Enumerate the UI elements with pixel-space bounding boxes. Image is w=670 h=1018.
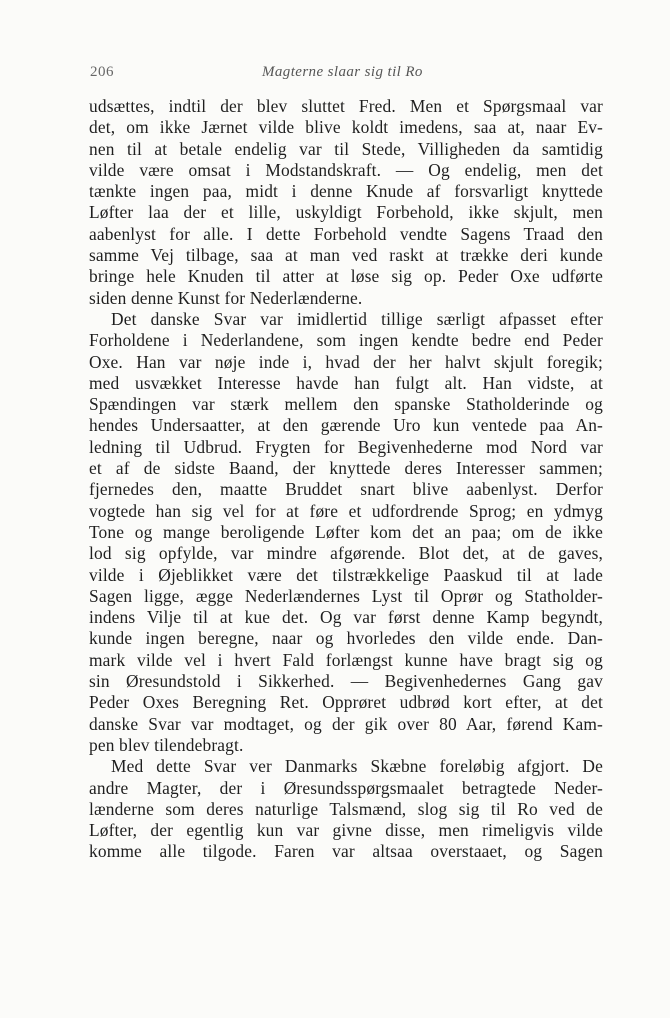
text-line: et af de sidste Baand, der knyttede deres Interesser sammen;	[89, 458, 603, 479]
text-line: aabenlyst for alle. I dette Forbehold vendte Sagens Traad den	[89, 223, 603, 244]
text-line: sin Øresundstold i Sikkerhed. — Begivenhedernes Gang gav	[89, 671, 603, 692]
text-line: vogtede han sig vel for at føre et udfordrende Sprog; en ydmyg	[89, 500, 603, 521]
text-line: andre Magter, der i Øresundsspørgsmaalet betragtede Neder-	[89, 777, 603, 798]
text-line: lod sig opfylde, var mindre afgørende. Blot det, at de gaves,	[89, 543, 603, 564]
body-text	[89, 96, 603, 863]
text-line: danske Svar var modtaget, og der gik over 80 Aar, førend Kam-	[89, 713, 603, 734]
text-line: Forholdene i Nederlandene, som ingen kendte bedre end Peder	[89, 330, 603, 351]
paragraph-start-line: Med dette Svar ver Danmarks Skæbne foreløbig afgjort. De	[111, 756, 603, 777]
text-line: samme Vej tilbage, saa at man ved raskt at trække deri kunde	[89, 245, 603, 266]
running-title: Magterne slaar sig til Ro	[262, 64, 423, 80]
text-line: tænkte ingen paa, midt i denne Knude af forsvarligt knyttede	[89, 181, 603, 202]
text-line: vilde i Øjeblikket være det tilstrækkelige Paaskud til at lade	[89, 564, 603, 585]
text-line: Tone og mange beroligende Løfter kom det an paa; om de ikke	[89, 521, 603, 542]
text-line: det, om ikke Jærnet vilde blive koldt imedens, saa at, naar Ev-	[89, 117, 603, 138]
text-line: Løfter, der egentlig kun var givne disse, men rimeligvis vilde	[89, 820, 603, 841]
text-line: hendes Undersaatter, at den gærende Uro kun ventede paa An-	[89, 415, 603, 436]
paragraph-start-line: Det danske Svar var imidlertid tillige særligt afpasset efter	[111, 308, 603, 329]
text-line: indens Vilje til at kue det. Og var først denne Kamp begyndt,	[89, 607, 603, 628]
paragraph-end-line: siden denne Kunst for Nederlænderne.	[89, 287, 363, 308]
text-line: Oxe. Han var nøje inde i, hvad der her halvt skjult foregik;	[89, 351, 603, 372]
text-line: vilde være omsat i Modstandskraft. — Og endelig, men det	[89, 159, 603, 180]
text-line: Peder Oxes Beregning Ret. Opprøret udbrød kort efter, at det	[89, 692, 603, 713]
text-line: lænderne som deres naturlige Talsmænd, slog sig til Ro ved de	[89, 798, 603, 819]
text-line: med usvækket Interesse havde han fulgt alt. Han vidste, at	[89, 372, 603, 393]
text-line: Spændingen var stærk mellem den spanske Statholderinde og	[89, 394, 603, 415]
text-line: udsættes, indtil der blev sluttet Fred. Men et Spørgsmaal var	[89, 96, 603, 116]
text-line: fjernedes den, maatte Bruddet snart blive aabenlyst. Derfor	[89, 479, 603, 500]
text-line: kunde ingen beregne, naar og hvorledes den vilde ende. Dan-	[89, 628, 603, 649]
page-header	[90, 64, 610, 86]
text-line: mark vilde vel i hvert Fald forlængst kunne have bragt sig og	[89, 649, 603, 670]
text-line: Sagen ligge, ægge Nederlændernes Lyst til Oprør og Statholder-	[89, 585, 603, 606]
page-number: 206	[90, 64, 114, 80]
text-line: Løfter laa der et lille, uskyldigt Forbehold, ikke skjult, men	[89, 202, 603, 223]
text-line: bringe hele Knuden til atter at løse sig op. Peder Oxe udførte	[89, 266, 603, 287]
text-line: nen til at betale endelig var til Stede, Villigheden da samtidig	[89, 138, 603, 159]
text-line: komme alle tilgode. Faren var altsaa overstaaet, og Sagen	[89, 841, 603, 862]
paragraph-end-line: pen blev tilendebragt.	[89, 734, 244, 755]
text-line: ledning til Udbrud. Frygten for Begivenhederne mod Nord var	[89, 436, 603, 457]
